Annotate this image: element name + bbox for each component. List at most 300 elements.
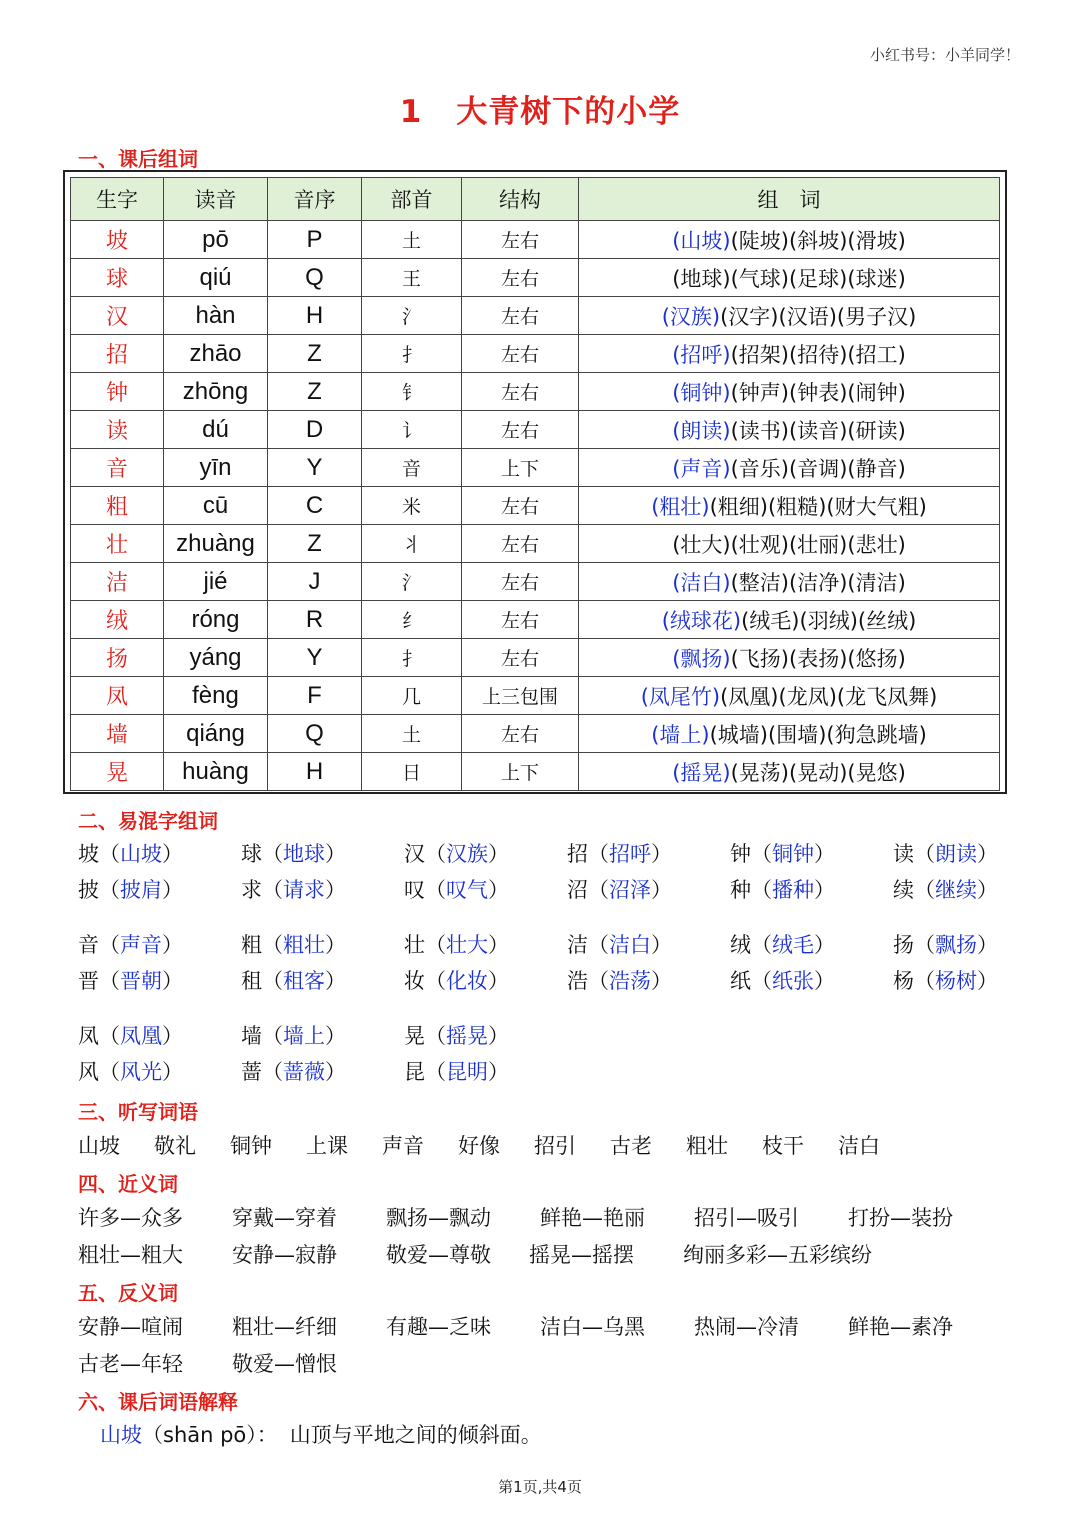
table-cell-radical: 扌 <box>362 639 462 677</box>
confusable-word: 风光 <box>120 1060 162 1084</box>
table-cell-radical: 音 <box>362 449 462 487</box>
paren-close: ） <box>651 969 672 993</box>
other-words: (凤凰)(龙凤)(龙飞凤舞) <box>720 684 938 709</box>
confusable-item <box>404 929 567 959</box>
confusable-word: 地球 <box>283 842 325 866</box>
paren-close: ） <box>977 842 998 866</box>
table-cell-words <box>579 373 1000 411</box>
table-cell-radical: 氵 <box>362 563 462 601</box>
confusable-char: 读 <box>893 842 914 866</box>
confusable-word: 沼泽 <box>609 878 651 902</box>
table-cell-char: 读 <box>71 411 164 449</box>
paren-open: （ <box>262 842 283 866</box>
table-cell-char: 墙 <box>71 715 164 753</box>
confusable-word: 摇晃 <box>446 1024 488 1048</box>
confusable-char: 洁 <box>567 933 588 957</box>
paren-close: ） <box>977 969 998 993</box>
watermark: 小红书号：小羊同学！ <box>869 46 1020 64</box>
confusable-word: 继续 <box>935 878 977 902</box>
confusable-item <box>567 838 730 868</box>
paren-close: ） <box>325 842 346 866</box>
confusable-item <box>78 1056 241 1086</box>
table-cell-radical: 丬 <box>362 525 462 563</box>
table-cell-words <box>579 411 1000 449</box>
table-cell-structure: 左右 <box>462 335 579 373</box>
table-cell-structure: 左右 <box>462 373 579 411</box>
table-cell-pinyin: huàng <box>164 753 268 791</box>
confusable-char: 披 <box>78 878 99 902</box>
highlight-word: (绒球花) <box>661 608 742 633</box>
table-cell-structure: 左右 <box>462 411 579 449</box>
paren-open: （ <box>588 933 609 957</box>
table-cell-index: D <box>268 411 362 449</box>
table-cell-pinyin: jié <box>164 563 268 601</box>
table-cell-pinyin: zhōng <box>164 373 268 411</box>
table-cell-index: Y <box>268 639 362 677</box>
confusable-item <box>567 965 730 995</box>
confusable-char: 风 <box>78 1060 99 1084</box>
paren-open: （ <box>99 1060 120 1084</box>
confusable-char: 叹 <box>404 878 425 902</box>
word-explanation <box>100 1419 542 1449</box>
other-words: (音乐)(音调)(静音) <box>730 456 906 481</box>
highlight-word: (声音) <box>672 456 731 481</box>
confusable-item <box>241 1056 404 1086</box>
paren-close: ） <box>651 878 672 902</box>
word-pair: 古老—年轻 <box>78 1352 183 1376</box>
word-pair: 飘扬—飘动 <box>386 1206 491 1230</box>
other-words: (壮大)(壮观)(壮丽)(悲壮) <box>672 532 906 557</box>
paren-open: （ <box>751 969 772 993</box>
paren-open: （ <box>914 878 935 902</box>
confusable-word: 墙上 <box>283 1024 325 1048</box>
confusable-char: 求 <box>241 878 262 902</box>
antonym-row-2 <box>78 1348 386 1378</box>
confusable-char: 招 <box>567 842 588 866</box>
confusable-char: 蔷 <box>241 1060 262 1084</box>
antonym-row-1 <box>78 1311 1002 1341</box>
paren-close: ） <box>162 1060 183 1084</box>
word-pair: 有趣—乏味 <box>386 1315 491 1339</box>
header-radical: 部首 <box>362 178 462 221</box>
table-cell-radical: 纟 <box>362 601 462 639</box>
confusable-word: 播种 <box>772 878 814 902</box>
table-cell-index: H <box>268 297 362 335</box>
confusable-char: 汉 <box>404 842 425 866</box>
other-words: (陡坡)(斜坡)(滑坡) <box>730 228 906 253</box>
confusable-char: 纸 <box>730 969 751 993</box>
other-words: (城墙)(围墙)(狗急跳墙) <box>709 722 927 747</box>
table-cell-pinyin: róng <box>164 601 268 639</box>
word-pair: 敬爱—憎恨 <box>232 1352 337 1376</box>
paren-open: （ <box>99 842 120 866</box>
highlight-word: (招呼) <box>672 342 731 367</box>
dictation-word: 好像 <box>458 1134 500 1158</box>
header-char: 生字 <box>71 178 164 221</box>
paren-open: （ <box>425 1024 446 1048</box>
confusable-word: 请求 <box>283 878 325 902</box>
highlight-word: (汉族) <box>661 304 721 329</box>
page-title <box>0 86 1080 131</box>
table-row <box>71 639 1000 677</box>
confusable-item <box>567 874 730 904</box>
confusable-group-1 <box>78 835 1056 907</box>
dictation-word: 洁白 <box>838 1134 880 1158</box>
table-cell-structure: 左右 <box>462 525 579 563</box>
dictation-word: 铜钟 <box>230 1134 272 1158</box>
table-row <box>71 449 1000 487</box>
confusable-word: 招呼 <box>609 842 651 866</box>
confusable-group-3 <box>78 1017 567 1089</box>
confusable-item <box>404 874 567 904</box>
word-pair: 摇晃—摇摆 <box>529 1243 634 1267</box>
confusable-char: 扬 <box>893 933 914 957</box>
confusable-item <box>567 929 730 959</box>
highlight-word: (摇晃) <box>672 760 731 785</box>
confusable-item <box>404 1020 567 1050</box>
paren-open: （ <box>751 933 772 957</box>
table-cell-structure: 上三包围 <box>462 677 579 715</box>
explanation-meaning: 山顶与平地之间的倾斜面。 <box>289 1423 542 1447</box>
word-pair: 招引—吸引 <box>694 1206 799 1230</box>
confusable-item <box>893 838 1056 868</box>
confusable-item <box>730 929 893 959</box>
explained-word-pinyin: （shān pō） <box>142 1423 257 1447</box>
confusable-char: 粗 <box>241 933 262 957</box>
header-words: 组 词 <box>579 178 1000 221</box>
table-row <box>71 525 1000 563</box>
paren-open: （ <box>588 969 609 993</box>
table-cell-pinyin: pō <box>164 221 268 259</box>
table-cell-pinyin: qiáng <box>164 715 268 753</box>
confusable-word: 粗壮 <box>283 933 325 957</box>
word-pair: 热闹—冷清 <box>694 1315 799 1339</box>
table-cell-index: Z <box>268 373 362 411</box>
table-row <box>71 221 1000 259</box>
paren-open: （ <box>914 933 935 957</box>
highlight-word: (山坡) <box>672 228 731 253</box>
table-row <box>71 373 1000 411</box>
table-row <box>71 297 1000 335</box>
word-pair: 洁白—乌黑 <box>540 1315 645 1339</box>
paren-open: （ <box>262 933 283 957</box>
paren-open: （ <box>99 969 120 993</box>
table-cell-index: C <box>268 487 362 525</box>
table-cell-index: Q <box>268 259 362 297</box>
paren-open: （ <box>425 969 446 993</box>
confusable-row <box>78 926 1056 962</box>
paren-open: （ <box>425 842 446 866</box>
page-footer: 第1页,共4页 <box>498 1478 582 1496</box>
paren-close: ） <box>488 969 509 993</box>
confusable-char: 浩 <box>567 969 588 993</box>
confusable-group-2 <box>78 926 1056 998</box>
table-cell-structure: 左右 <box>462 715 579 753</box>
table-cell-words <box>579 563 1000 601</box>
section-heading-5: 五、反义词 <box>78 1281 178 1305</box>
table-cell-char: 壮 <box>71 525 164 563</box>
confusable-word: 壮大 <box>446 933 488 957</box>
table-row <box>71 411 1000 449</box>
table-cell-words <box>579 335 1000 373</box>
confusable-row <box>78 835 1056 871</box>
confusable-item <box>893 929 1056 959</box>
confusable-word: 租客 <box>283 969 325 993</box>
paren-close: ） <box>651 842 672 866</box>
paren-close: ） <box>325 1060 346 1084</box>
table-cell-pinyin: hàn <box>164 297 268 335</box>
table-cell-words <box>579 677 1000 715</box>
paren-close: ） <box>488 1060 509 1084</box>
table-cell-structure: 左右 <box>462 601 579 639</box>
table-cell-pinyin: zhuàng <box>164 525 268 563</box>
highlight-word: (墙上) <box>651 722 710 747</box>
table-cell-structure: 上下 <box>462 449 579 487</box>
confusable-item <box>78 965 241 995</box>
confusable-item <box>241 965 404 995</box>
paren-close: ） <box>977 933 998 957</box>
confusable-item <box>730 874 893 904</box>
header-structure: 结构 <box>462 178 579 221</box>
confusable-word: 化妆 <box>446 969 488 993</box>
word-pair: 粗壮—粗大 <box>78 1243 183 1267</box>
confusable-char: 沼 <box>567 878 588 902</box>
header-pinyin: 读音 <box>164 178 268 221</box>
confusable-char: 音 <box>78 933 99 957</box>
paren-close: ） <box>325 878 346 902</box>
synonym-row-2 <box>78 1239 903 1269</box>
word-pair: 穿戴—穿着 <box>232 1206 337 1230</box>
lesson-title: 大青树下的小学 <box>456 94 681 130</box>
confusable-char: 种 <box>730 878 751 902</box>
table-row <box>71 335 1000 373</box>
table-cell-char: 晃 <box>71 753 164 791</box>
dictation-word: 敬礼 <box>154 1134 196 1158</box>
paren-close: ） <box>488 842 509 866</box>
confusable-item <box>730 838 893 868</box>
confusable-char: 杨 <box>893 969 914 993</box>
section-heading-3: 三、听写词语 <box>78 1100 198 1124</box>
table-row <box>71 259 1000 297</box>
table-cell-radical: 几 <box>362 677 462 715</box>
paren-open: （ <box>262 878 283 902</box>
dictation-word: 招引 <box>534 1134 576 1158</box>
paren-open: （ <box>914 842 935 866</box>
paren-open: （ <box>914 969 935 993</box>
confusable-char: 晃 <box>404 1024 425 1048</box>
confusable-word: 浩荡 <box>609 969 651 993</box>
table-cell-structure: 左右 <box>462 221 579 259</box>
other-words: (粗细)(粗糙)(财大气粗) <box>709 494 927 519</box>
confusable-row <box>78 1053 567 1089</box>
paren-close: ） <box>162 842 183 866</box>
paren-close: ） <box>977 878 998 902</box>
word-pair: 安静—寂静 <box>232 1243 337 1267</box>
table-cell-words <box>579 449 1000 487</box>
header-index: 音序 <box>268 178 362 221</box>
table-cell-char: 扬 <box>71 639 164 677</box>
confusable-char: 凤 <box>78 1024 99 1048</box>
table-cell-pinyin: yīn <box>164 449 268 487</box>
confusable-char: 租 <box>241 969 262 993</box>
table-cell-words <box>579 221 1000 259</box>
table-cell-char: 汉 <box>71 297 164 335</box>
table-cell-radical: 土 <box>362 715 462 753</box>
table-cell-structure: 左右 <box>462 639 579 677</box>
paren-open: （ <box>588 842 609 866</box>
synonym-row-1 <box>78 1202 1002 1232</box>
table-cell-radical: 米 <box>362 487 462 525</box>
word-pair: 许多—众多 <box>78 1206 183 1230</box>
confusable-word: 飘扬 <box>935 933 977 957</box>
table-cell-structure: 左右 <box>462 563 579 601</box>
confusable-char: 球 <box>241 842 262 866</box>
other-words: (招架)(招待)(招工) <box>730 342 906 367</box>
table-cell-index: Y <box>268 449 362 487</box>
table-cell-char: 钟 <box>71 373 164 411</box>
confusable-item <box>404 1056 567 1086</box>
other-words: (飞扬)(表扬)(悠扬) <box>730 646 906 671</box>
table-cell-words <box>579 753 1000 791</box>
paren-close: ） <box>488 878 509 902</box>
confusable-item <box>404 965 567 995</box>
confusable-item <box>78 929 241 959</box>
table-cell-words <box>579 715 1000 753</box>
other-words: (汉字)(汉语)(男子汉) <box>720 304 917 329</box>
confusable-word: 汉族 <box>446 842 488 866</box>
highlight-word: (朗读) <box>672 418 731 443</box>
paren-open: （ <box>99 933 120 957</box>
table-cell-index: P <box>268 221 362 259</box>
table-cell-char: 音 <box>71 449 164 487</box>
table-cell-char: 球 <box>71 259 164 297</box>
word-pair: 绚丽多彩—五彩缤纷 <box>683 1243 872 1267</box>
paren-close: ） <box>162 878 183 902</box>
vocab-table <box>70 177 1000 791</box>
paren-close: ） <box>162 969 183 993</box>
table-row <box>71 677 1000 715</box>
paren-close: ） <box>162 933 183 957</box>
highlight-word: (粗壮) <box>651 494 710 519</box>
confusable-word: 声音 <box>120 933 162 957</box>
explained-word: 山坡 <box>100 1423 142 1447</box>
confusable-row <box>78 962 1056 998</box>
table-cell-index: F <box>268 677 362 715</box>
confusable-word: 洁白 <box>609 933 651 957</box>
table-cell-words <box>579 259 1000 297</box>
confusable-item <box>730 965 893 995</box>
paren-open: （ <box>425 878 446 902</box>
word-pair: 敬爱—尊敬 <box>386 1243 491 1267</box>
confusable-char: 钟 <box>730 842 751 866</box>
table-cell-index: Q <box>268 715 362 753</box>
paren-close: ） <box>814 878 835 902</box>
lesson-number: 1 <box>399 94 423 130</box>
table-cell-index: J <box>268 563 362 601</box>
confusable-char: 妆 <box>404 969 425 993</box>
paren-close: ） <box>651 933 672 957</box>
table-cell-words <box>579 525 1000 563</box>
confusable-item <box>78 1020 241 1050</box>
table-cell-structure: 上下 <box>462 753 579 791</box>
confusable-item <box>78 838 241 868</box>
confusable-item <box>404 838 567 868</box>
paren-open: （ <box>751 842 772 866</box>
confusable-char: 续 <box>893 878 914 902</box>
table-cell-words <box>579 487 1000 525</box>
paren-close: ） <box>488 1024 509 1048</box>
confusable-item <box>241 1020 404 1050</box>
confusable-word: 晋朝 <box>120 969 162 993</box>
section-heading-2: 二、易混字组词 <box>78 809 218 833</box>
highlight-word: (凤尾竹) <box>640 684 721 709</box>
confusable-item <box>241 838 404 868</box>
table-cell-index: R <box>268 601 362 639</box>
table-cell-char: 招 <box>71 335 164 373</box>
paren-close: ） <box>162 1024 183 1048</box>
table-cell-words <box>579 297 1000 335</box>
other-words: (晃荡)(晃动)(晃悠) <box>730 760 906 785</box>
confusable-word: 凤凰 <box>120 1024 162 1048</box>
paren-close: ） <box>325 933 346 957</box>
highlight-word: (飘扬) <box>672 646 731 671</box>
dictation-list <box>78 1130 914 1160</box>
table-cell-char: 粗 <box>71 487 164 525</box>
other-words: (整洁)(洁净)(清洁) <box>730 570 906 595</box>
other-words: (读书)(读音)(研读) <box>730 418 906 443</box>
table-cell-pinyin: yáng <box>164 639 268 677</box>
confusable-word: 昆明 <box>446 1060 488 1084</box>
other-words: (钟声)(钟表)(闹钟) <box>730 380 906 405</box>
paren-open: （ <box>425 933 446 957</box>
word-pair: 粗壮—纤细 <box>232 1315 337 1339</box>
highlight-word: (洁白) <box>672 570 731 595</box>
confusable-word: 绒毛 <box>772 933 814 957</box>
table-cell-radical: 氵 <box>362 297 462 335</box>
confusable-item <box>893 965 1056 995</box>
paren-close: ） <box>488 933 509 957</box>
table-cell-pinyin: cū <box>164 487 268 525</box>
table-row <box>71 715 1000 753</box>
paren-open: （ <box>262 1060 283 1084</box>
paren-close: ） <box>814 969 835 993</box>
table-cell-words <box>579 639 1000 677</box>
paren-open: （ <box>588 878 609 902</box>
confusable-word: 披肩 <box>120 878 162 902</box>
dictation-word: 古老 <box>610 1134 652 1158</box>
table-cell-pinyin: dú <box>164 411 268 449</box>
confusable-char: 坡 <box>78 842 99 866</box>
paren-close: ） <box>814 842 835 866</box>
section-heading-6: 六、课后词语解释 <box>78 1390 238 1414</box>
paren-open: （ <box>751 878 772 902</box>
table-cell-radical: 王 <box>362 259 462 297</box>
table-cell-structure: 左右 <box>462 487 579 525</box>
table-cell-pinyin: zhāo <box>164 335 268 373</box>
dictation-word: 粗壮 <box>686 1134 728 1158</box>
confusable-item <box>78 874 241 904</box>
paren-close: ） <box>325 1024 346 1048</box>
dictation-word: 声音 <box>382 1134 424 1158</box>
table-cell-pinyin: qiú <box>164 259 268 297</box>
table-cell-radical: 钅 <box>362 373 462 411</box>
table-cell-structure: 左右 <box>462 297 579 335</box>
confusable-word: 叹气 <box>446 878 488 902</box>
confusable-item <box>241 874 404 904</box>
table-cell-char: 洁 <box>71 563 164 601</box>
paren-open: （ <box>425 1060 446 1084</box>
table-cell-index: Z <box>268 335 362 373</box>
